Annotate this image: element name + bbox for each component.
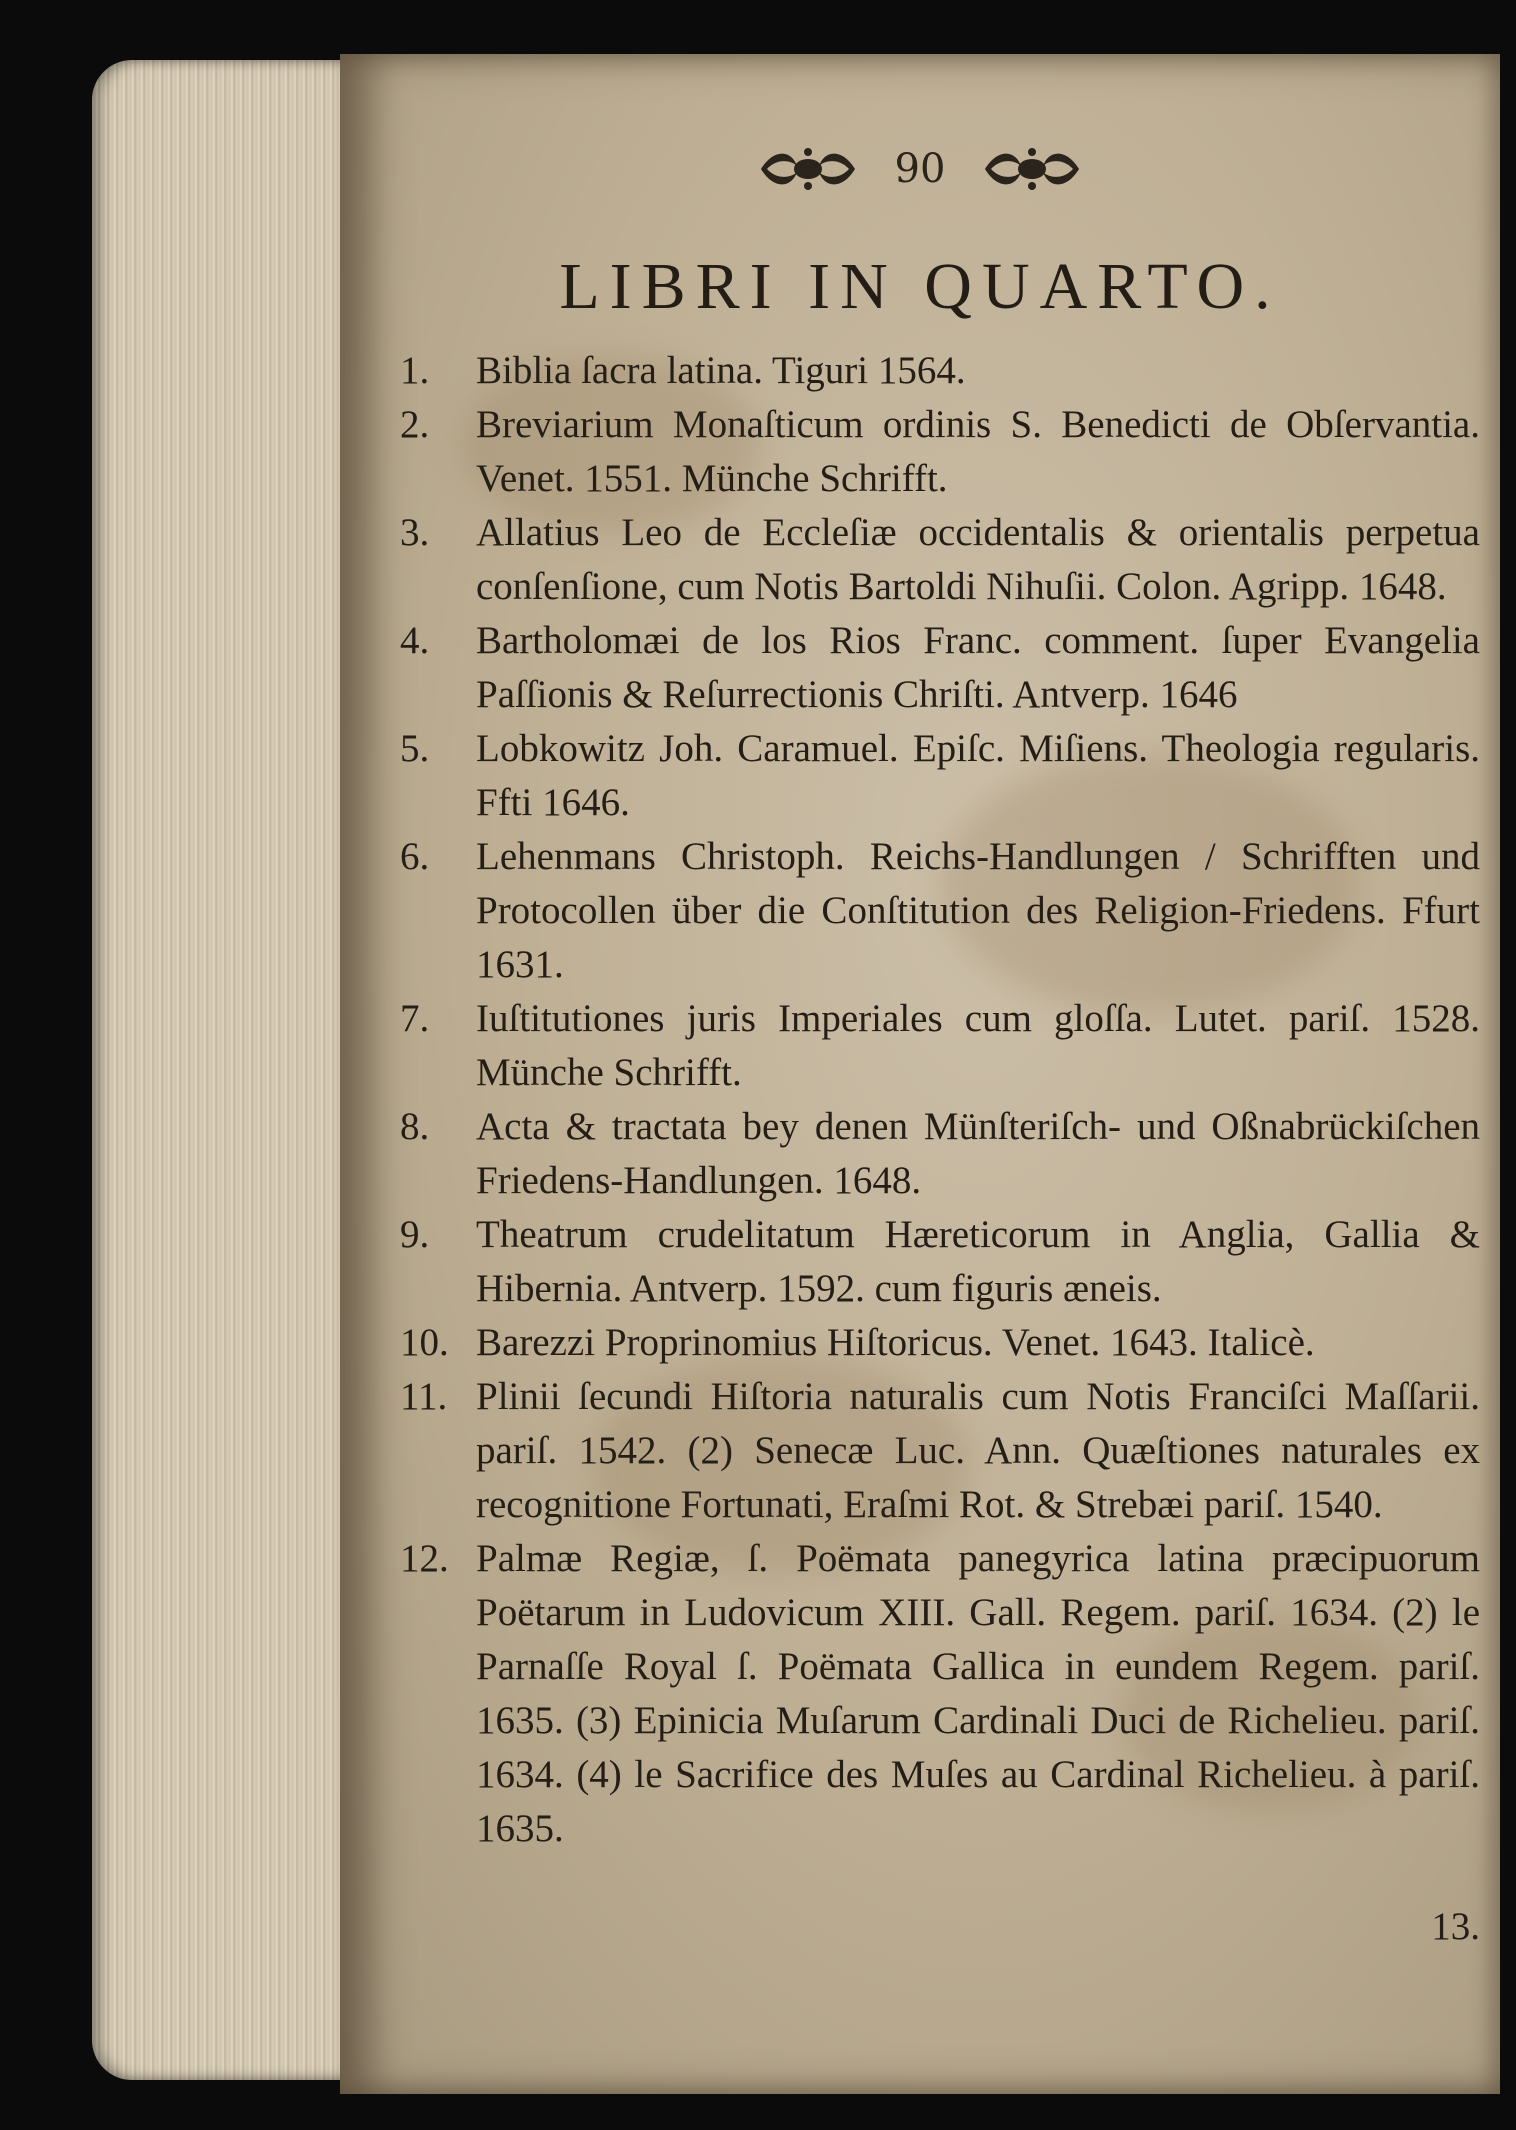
page-edges [92,60,357,2080]
entry-number: 7. [400,997,430,1040]
list-item [400,1370,1480,1532]
entry-number: 6. [400,835,430,878]
entry-text: Palmæ Regiæ, ſ. Poëmata panegyrica latina præcipuorum Poëtarum in Ludovicum XIII. Gall. Regem. pariſ. 1634. (2) le Parnaſſe Royal ſ. Poëmata Gallica in eundem Regem. pariſ. 1635. (3) Epinicia Muſarum Cardinali Duci de Richelieu. pariſ. 1634. (4) le Sacrifice des Muſes au Cardinal Richelieu. à pariſ. 1635. [476,1537,1480,1850]
list-item [400,398,1480,506]
page-number: 90 [894,146,946,192]
catalogue-entries [400,344,1480,1856]
entry-number: 4. [400,619,430,662]
list-item [400,1100,1480,1208]
entry-number: 5. [400,727,430,770]
entry-number: 3. [400,511,430,554]
running-head [340,144,1500,194]
page-footer [400,1904,1480,1949]
entry-number: 10. [400,1321,449,1364]
entry-text: Lobkowitz Joh. Caramuel. Epiſc. Miſiens. Theologia regularis. Ffti 1646. [476,727,1480,824]
list-item [400,344,1480,398]
list-item [400,1208,1480,1316]
entry-text: Barezzi Proprinomius Hiſtoricus. Venet. 1643. Italicè. [476,1321,1315,1364]
list-item [400,506,1480,614]
list-item [400,614,1480,722]
list-item [400,1532,1480,1856]
fleuron-ornament-right [977,144,1087,194]
entry-text: Iuſtitutiones juris Imperiales cum gloſſa. Lutet. pariſ. 1528. Münche Schrifft. [476,997,1480,1094]
book-page [340,54,1500,2094]
entry-number: 2. [400,403,430,446]
list-item [400,722,1480,830]
catchword: 13. [1431,1905,1480,1948]
entry-text: Theatrum crudelitatum Hæreticorum in Anglia, Gallia & Hibernia. Antverp. 1592. cum figuris æneis. [476,1213,1480,1310]
entry-text: Bartholomæi de los Rios Franc. comment. ſuper Evangelia Paſſionis & Reſurrectionis Chriſti. Antverp. 1646 [476,619,1480,716]
list-item [400,1316,1480,1370]
entry-text: Biblia ſacra latina. Tiguri 1564. [476,349,966,392]
fleuron-ornament-left [753,144,863,194]
entry-text: Allatius Leo de Eccleſiæ occidentalis & orientalis perpetua conſenſione, cum Notis Bartoldi Nihuſii. Colon. Agripp. 1648. [476,511,1480,608]
entry-text: Acta & tractata bey denen Münſteriſch- und Oßnabrückiſchen Friedens-Handlungen. 1648. [476,1105,1480,1202]
entry-number: 9. [400,1213,430,1256]
entry-text: Plinii ſecundi Hiſtoria naturalis cum Notis Franciſci Maſſarii. pariſ. 1542. (2) Senecæ Luc. Ann. Quæſtiones naturales ex recognitione Fortunati, Eraſmi Rot. & Strebæi pariſ. 1540. [476,1375,1480,1526]
entry-text: Breviarium Monaſticum ordinis S. Benedicti de Obſervantia. Venet. 1551. Münche Schrifft. [476,403,1480,500]
entry-number: 8. [400,1105,430,1148]
entry-number: 11. [400,1375,448,1418]
entry-text: Lehenmans Christoph. Reichs-Handlungen / Schrifften und Protocollen über die Conſtitution des Religion-Friedens. Ffurt 1631. [476,835,1480,986]
section-title: LIBRI IN QUARTO. [559,250,1281,323]
list-item [400,830,1480,992]
entry-number: 1. [400,349,430,392]
entry-number: 12. [400,1537,449,1580]
list-item [400,992,1480,1100]
